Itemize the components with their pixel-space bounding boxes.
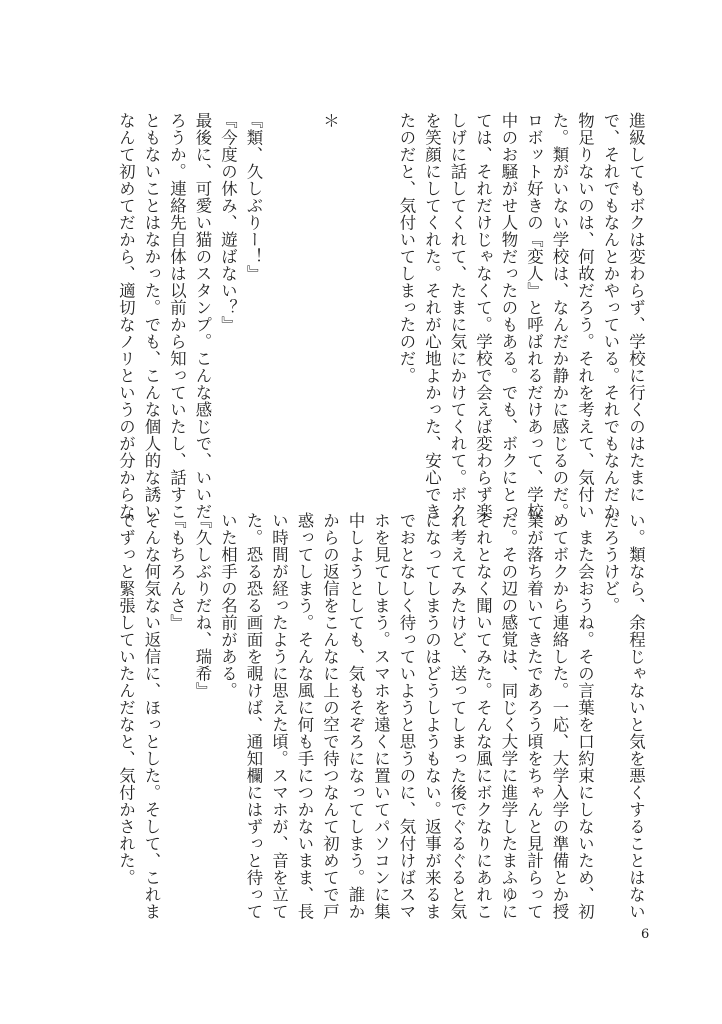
text-column: 進級してもボクは変わらず、学校に行くのはたまに	[626, 112, 646, 503]
text-column: いた相手の名前がある。	[218, 512, 238, 699]
text-column: ともないことはなかった。でも、こんな個人的な誘い	[141, 112, 161, 520]
text-column: 物足りないのは、何故だろう。それを考えて、気付い	[575, 112, 595, 520]
text-column: ては、それだけじゃなくて。学校で会えば変わらず楽	[473, 112, 493, 520]
text-column: ろうか。連絡先自体は以前から知っていたし、話すこ	[167, 112, 187, 520]
text-column: になってしまうのはどうしようもない。返事が来るま	[422, 512, 442, 920]
text-column: い。類なら、余程じゃないと気を悪くすることはない	[626, 512, 646, 920]
text-column: た。類がいない学校は、なんだか静かに感じるのだ。	[549, 112, 569, 520]
text-column: 『類、久しぶりー！』	[243, 112, 263, 282]
text-column: また会おうね。その言葉を口約束にしないため、初	[575, 512, 595, 920]
text-column: 最後に、可愛い猫のスタンプ。こんな感じで、いいだ	[192, 112, 212, 520]
text-column: たのだと、気付いてしまったのだ。	[396, 112, 416, 384]
text-column: からの返信をこんなに上の空で待つなんて初めてで戸	[320, 512, 340, 920]
text-column: 中のお騒がせ人物だったのもある。でも、ボクにとっ	[498, 112, 518, 520]
text-column: だろうけど。	[600, 512, 620, 614]
text-column: ホを見てしまう。スマホを遠くに置いてパソコンに集	[371, 512, 391, 920]
text-column: 業が落ち着いてきたであろう頃をちゃんと見計らって	[524, 512, 544, 920]
text-column: 『もちろんさ』	[167, 512, 187, 631]
text-column: れ考えてみたけど、送ってしまった後でぐるぐると気	[447, 512, 467, 920]
text-column: 惑ってしまう。そんな風に何も手につかないまま、長	[294, 512, 314, 920]
text-column: で、それでもなんとかやっている。それでもなんだか	[600, 112, 620, 520]
section-break-asterisk: ＊	[320, 112, 340, 129]
text-column: 中しようとしても、気もそぞろになってしまう。誰か	[345, 512, 365, 920]
text-column: た。恐る恐る画面を覗けば、通知欄にはずっと待って	[243, 512, 263, 920]
text-column: でおとなしく待っていようと思うのに、気付けばスマ	[396, 512, 416, 920]
text-column: それとなく聞いてみた。そんな風にボクなりにあれこ	[473, 512, 493, 920]
text-column: でずっと緊張していたんだなと、気付かされた。	[116, 512, 136, 886]
text-column: ロボット好きの『変人』と呼ばれるだけあって、学校	[524, 112, 544, 520]
text-column: 『今度の休み、遊ばない？』	[218, 112, 238, 333]
text-column: い時間が経ったように思えた頃。スマホが、音を立て	[269, 512, 289, 920]
text-column: なんて初めてだから、適切なノリというのが分からな	[116, 112, 136, 520]
text-column: めてボクから連絡した。一応、大学入学の準備とか授	[549, 512, 569, 920]
text-column: を笑顔にしてくれた。それが心地よかった、安心でき	[422, 112, 442, 520]
text-column: そんな何気ない返信に、ほっとした。そして、これま	[141, 512, 161, 920]
text-column: 『久しぶりだね、瑞希』	[192, 512, 212, 699]
page-number: 6	[641, 927, 650, 942]
text-column: しげに話してくれて、たまに気にかけてくれて。ボク	[447, 112, 467, 520]
text-column: だ。その辺の感覚は、同じく大学に進学したまふゆに	[498, 512, 518, 920]
